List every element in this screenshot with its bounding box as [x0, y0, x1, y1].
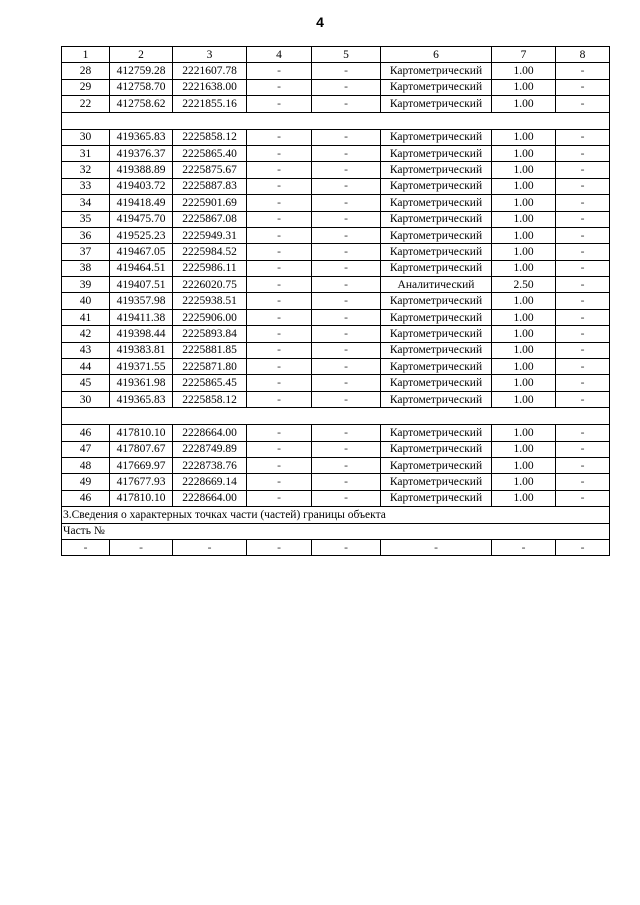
- accuracy-cell: 1.00: [492, 227, 556, 243]
- y-coordinate-cell: 2228664.00: [173, 425, 247, 441]
- column-header-5: 5: [312, 47, 381, 63]
- point-number-cell: 37: [62, 244, 110, 260]
- table-row: [62, 79, 610, 95]
- column-header-7: 7: [492, 47, 556, 63]
- point-number-cell: -: [62, 539, 110, 555]
- y-coordinate-cell: 2225875.67: [173, 162, 247, 178]
- x-coordinate-cell: 419357.98: [110, 293, 173, 309]
- point-number-cell: 29: [62, 79, 110, 95]
- method-cell: Аналитический: [381, 277, 492, 293]
- point-number-cell: 31: [62, 145, 110, 161]
- x-coordinate-cell: 417807.67: [110, 441, 173, 457]
- col-4-cell: -: [247, 359, 312, 375]
- y-coordinate-cell: 2228664.00: [173, 490, 247, 506]
- table-row: [62, 490, 610, 506]
- column-header-2: 2: [110, 47, 173, 63]
- accuracy-cell: 1.00: [492, 457, 556, 473]
- col-4-cell: -: [247, 474, 312, 490]
- col-8-cell: -: [556, 96, 610, 112]
- col-8-cell: -: [556, 178, 610, 194]
- group-separator-row: [62, 112, 610, 129]
- point-number-cell: 30: [62, 129, 110, 145]
- y-coordinate-cell: 2225893.84: [173, 326, 247, 342]
- x-coordinate-cell: 419376.37: [110, 145, 173, 161]
- table-row: [62, 326, 610, 342]
- col-5-cell: -: [312, 129, 381, 145]
- y-coordinate-cell: 2225901.69: [173, 195, 247, 211]
- accuracy-cell: 1.00: [492, 309, 556, 325]
- point-number-cell: 46: [62, 490, 110, 506]
- y-coordinate-cell: 2221638.00: [173, 79, 247, 95]
- col-5-cell: -: [312, 441, 381, 457]
- empty-separator-cell: [62, 408, 610, 425]
- x-coordinate-cell: 419418.49: [110, 195, 173, 211]
- x-coordinate-cell: 412758.70: [110, 79, 173, 95]
- col-5-cell: -: [312, 293, 381, 309]
- point-number-cell: 38: [62, 260, 110, 276]
- accuracy-cell: 1.00: [492, 63, 556, 79]
- accuracy-cell: 1.00: [492, 391, 556, 407]
- method-cell: Картометрический: [381, 211, 492, 227]
- coordinates-table-body: [62, 47, 610, 556]
- x-coordinate-cell: -: [110, 539, 173, 555]
- col-8-cell: -: [556, 195, 610, 211]
- point-number-cell: 34: [62, 195, 110, 211]
- col-4-cell: -: [247, 293, 312, 309]
- table-row: [62, 162, 610, 178]
- col-4-cell: -: [247, 260, 312, 276]
- section-title-row: [62, 507, 610, 523]
- x-coordinate-cell: 419411.38: [110, 309, 173, 325]
- method-cell: Картометрический: [381, 260, 492, 276]
- col-4-cell: -: [247, 211, 312, 227]
- y-coordinate-cell: 2226020.75: [173, 277, 247, 293]
- table-row: [62, 441, 610, 457]
- accuracy-cell: 1.00: [492, 490, 556, 506]
- col-5-cell: -: [312, 539, 381, 555]
- point-number-cell: 40: [62, 293, 110, 309]
- method-cell: Картометрический: [381, 244, 492, 260]
- column-header-1: 1: [62, 47, 110, 63]
- accuracy-cell: 1.00: [492, 293, 556, 309]
- col-5-cell: -: [312, 474, 381, 490]
- method-cell: Картометрический: [381, 178, 492, 194]
- method-cell: Картометрический: [381, 326, 492, 342]
- col-8-cell: -: [556, 474, 610, 490]
- col-4-cell: -: [247, 79, 312, 95]
- accuracy-cell: 1.00: [492, 96, 556, 112]
- y-coordinate-cell: 2221855.16: [173, 96, 247, 112]
- col-5-cell: -: [312, 425, 381, 441]
- x-coordinate-cell: 419388.89: [110, 162, 173, 178]
- method-cell: Картометрический: [381, 63, 492, 79]
- col-4-cell: -: [247, 539, 312, 555]
- part-label-row: [62, 523, 610, 539]
- x-coordinate-cell: 419475.70: [110, 211, 173, 227]
- point-number-cell: 35: [62, 211, 110, 227]
- accuracy-cell: 1.00: [492, 244, 556, 260]
- table-row: [62, 457, 610, 473]
- x-coordinate-cell: 412759.28: [110, 63, 173, 79]
- col-4-cell: -: [247, 178, 312, 194]
- x-coordinate-cell: 419365.83: [110, 129, 173, 145]
- page-number: 4: [316, 14, 324, 30]
- x-coordinate-cell: 419525.23: [110, 227, 173, 243]
- point-number-cell: 48: [62, 457, 110, 473]
- section-title: 3.Сведения о характерных точках части (частей) границы объекта: [62, 507, 610, 523]
- col-8-cell: -: [556, 342, 610, 358]
- column-header-8: 8: [556, 47, 610, 63]
- col-4-cell: -: [247, 326, 312, 342]
- table-row: [62, 375, 610, 391]
- method-cell: -: [381, 539, 492, 555]
- table-row: [62, 474, 610, 490]
- col-5-cell: -: [312, 490, 381, 506]
- col-8-cell: -: [556, 359, 610, 375]
- table-row: [62, 425, 610, 441]
- col-5-cell: -: [312, 211, 381, 227]
- y-coordinate-cell: 2228738.76: [173, 457, 247, 473]
- col-5-cell: -: [312, 63, 381, 79]
- col-4-cell: -: [247, 145, 312, 161]
- point-number-cell: 33: [62, 178, 110, 194]
- table-row: [62, 293, 610, 309]
- y-coordinate-cell: 2225858.12: [173, 391, 247, 407]
- method-cell: Картометрический: [381, 425, 492, 441]
- point-number-cell: 49: [62, 474, 110, 490]
- x-coordinate-cell: 419383.81: [110, 342, 173, 358]
- col-5-cell: -: [312, 79, 381, 95]
- point-number-cell: 45: [62, 375, 110, 391]
- point-number-cell: 39: [62, 277, 110, 293]
- accuracy-cell: 1.00: [492, 359, 556, 375]
- point-number-cell: 41: [62, 309, 110, 325]
- y-coordinate-cell: 2225881.85: [173, 342, 247, 358]
- table-row: [62, 195, 610, 211]
- col-8-cell: -: [556, 441, 610, 457]
- accuracy-cell: 1.00: [492, 129, 556, 145]
- y-coordinate-cell: 2221607.78: [173, 63, 247, 79]
- method-cell: Картометрический: [381, 227, 492, 243]
- x-coordinate-cell: 419403.72: [110, 178, 173, 194]
- col-8-cell: -: [556, 277, 610, 293]
- method-cell: Картометрический: [381, 129, 492, 145]
- accuracy-cell: 1.00: [492, 375, 556, 391]
- method-cell: Картометрический: [381, 79, 492, 95]
- col-8-cell: -: [556, 260, 610, 276]
- y-coordinate-cell: 2228669.14: [173, 474, 247, 490]
- method-cell: Картометрический: [381, 474, 492, 490]
- point-number-cell: 43: [62, 342, 110, 358]
- col-5-cell: -: [312, 195, 381, 211]
- col-5-cell: -: [312, 309, 381, 325]
- col-5-cell: -: [312, 244, 381, 260]
- y-coordinate-cell: 2225865.45: [173, 375, 247, 391]
- accuracy-cell: 1.00: [492, 326, 556, 342]
- x-coordinate-cell: 419371.55: [110, 359, 173, 375]
- col-5-cell: -: [312, 227, 381, 243]
- col-8-cell: -: [556, 391, 610, 407]
- table-header-row: [62, 47, 610, 63]
- col-5-cell: -: [312, 260, 381, 276]
- col-8-cell: -: [556, 539, 610, 555]
- accuracy-cell: 1.00: [492, 260, 556, 276]
- point-number-cell: 42: [62, 326, 110, 342]
- column-header-6: 6: [381, 47, 492, 63]
- accuracy-cell: 1.00: [492, 195, 556, 211]
- col-5-cell: -: [312, 277, 381, 293]
- point-number-cell: 46: [62, 425, 110, 441]
- method-cell: Картометрический: [381, 359, 492, 375]
- method-cell: Картометрический: [381, 457, 492, 473]
- x-coordinate-cell: 419365.83: [110, 391, 173, 407]
- y-coordinate-cell: 2225906.00: [173, 309, 247, 325]
- x-coordinate-cell: 419467.05: [110, 244, 173, 260]
- x-coordinate-cell: 417669.97: [110, 457, 173, 473]
- method-cell: Картометрический: [381, 293, 492, 309]
- col-8-cell: -: [556, 309, 610, 325]
- col-4-cell: -: [247, 375, 312, 391]
- col-5-cell: -: [312, 162, 381, 178]
- y-coordinate-cell: 2225984.52: [173, 244, 247, 260]
- col-8-cell: -: [556, 425, 610, 441]
- col-5-cell: -: [312, 145, 381, 161]
- table-row: [62, 63, 610, 79]
- x-coordinate-cell: 417810.10: [110, 425, 173, 441]
- point-number-cell: 22: [62, 96, 110, 112]
- point-number-cell: 30: [62, 391, 110, 407]
- x-coordinate-cell: 419361.98: [110, 375, 173, 391]
- col-5-cell: -: [312, 342, 381, 358]
- table-row: [62, 227, 610, 243]
- table-row: [62, 359, 610, 375]
- x-coordinate-cell: 412758.62: [110, 96, 173, 112]
- col-8-cell: -: [556, 63, 610, 79]
- col-5-cell: -: [312, 457, 381, 473]
- x-coordinate-cell: 419407.51: [110, 277, 173, 293]
- accuracy-cell: 1.00: [492, 425, 556, 441]
- accuracy-cell: 1.00: [492, 342, 556, 358]
- col-8-cell: -: [556, 490, 610, 506]
- accuracy-cell: 1.00: [492, 474, 556, 490]
- method-cell: Картометрический: [381, 391, 492, 407]
- accuracy-cell: 1.00: [492, 79, 556, 95]
- col-4-cell: -: [247, 342, 312, 358]
- method-cell: Картометрический: [381, 96, 492, 112]
- col-5-cell: -: [312, 391, 381, 407]
- col-5-cell: -: [312, 178, 381, 194]
- point-number-cell: 44: [62, 359, 110, 375]
- part-label: Часть №: [62, 523, 610, 539]
- table-row: [62, 129, 610, 145]
- col-4-cell: -: [247, 244, 312, 260]
- accuracy-cell: 2.50: [492, 277, 556, 293]
- col-8-cell: -: [556, 79, 610, 95]
- col-5-cell: -: [312, 359, 381, 375]
- y-coordinate-cell: 2225986.11: [173, 260, 247, 276]
- point-number-cell: 47: [62, 441, 110, 457]
- coordinates-table: [61, 46, 610, 556]
- method-cell: Картометрический: [381, 375, 492, 391]
- col-8-cell: -: [556, 211, 610, 227]
- table-row: [62, 391, 610, 407]
- accuracy-cell: 1.00: [492, 441, 556, 457]
- column-header-4: 4: [247, 47, 312, 63]
- y-coordinate-cell: 2225938.51: [173, 293, 247, 309]
- point-number-cell: 28: [62, 63, 110, 79]
- method-cell: Картометрический: [381, 162, 492, 178]
- method-cell: Картометрический: [381, 195, 492, 211]
- column-header-3: 3: [173, 47, 247, 63]
- point-number-cell: 36: [62, 227, 110, 243]
- accuracy-cell: 1.00: [492, 211, 556, 227]
- empty-separator-cell: [62, 112, 610, 129]
- method-cell: Картометрический: [381, 309, 492, 325]
- col-4-cell: -: [247, 309, 312, 325]
- x-coordinate-cell: 417810.10: [110, 490, 173, 506]
- method-cell: Картометрический: [381, 145, 492, 161]
- col-8-cell: -: [556, 457, 610, 473]
- col-4-cell: -: [247, 162, 312, 178]
- col-8-cell: -: [556, 244, 610, 260]
- col-8-cell: -: [556, 129, 610, 145]
- accuracy-cell: 1.00: [492, 178, 556, 194]
- x-coordinate-cell: 419398.44: [110, 326, 173, 342]
- table-row: [62, 211, 610, 227]
- col-8-cell: -: [556, 293, 610, 309]
- group-separator-row: [62, 408, 610, 425]
- y-coordinate-cell: 2225887.83: [173, 178, 247, 194]
- col-8-cell: -: [556, 326, 610, 342]
- accuracy-cell: -: [492, 539, 556, 555]
- method-cell: Картометрический: [381, 441, 492, 457]
- col-8-cell: -: [556, 227, 610, 243]
- table-row: [62, 96, 610, 112]
- col-5-cell: -: [312, 375, 381, 391]
- col-4-cell: -: [247, 391, 312, 407]
- y-coordinate-cell: -: [173, 539, 247, 555]
- table-row: [62, 309, 610, 325]
- col-4-cell: -: [247, 96, 312, 112]
- col-4-cell: -: [247, 129, 312, 145]
- table-row: [62, 277, 610, 293]
- col-8-cell: -: [556, 145, 610, 161]
- table-row: [62, 539, 610, 555]
- accuracy-cell: 1.00: [492, 145, 556, 161]
- col-5-cell: -: [312, 326, 381, 342]
- method-cell: Картометрический: [381, 490, 492, 506]
- x-coordinate-cell: 417677.93: [110, 474, 173, 490]
- accuracy-cell: 1.00: [492, 162, 556, 178]
- col-8-cell: -: [556, 375, 610, 391]
- col-5-cell: -: [312, 96, 381, 112]
- table-row: [62, 145, 610, 161]
- y-coordinate-cell: 2225865.40: [173, 145, 247, 161]
- col-4-cell: -: [247, 425, 312, 441]
- method-cell: Картометрический: [381, 342, 492, 358]
- col-4-cell: -: [247, 441, 312, 457]
- x-coordinate-cell: 419464.51: [110, 260, 173, 276]
- col-4-cell: -: [247, 195, 312, 211]
- point-number-cell: 32: [62, 162, 110, 178]
- y-coordinate-cell: 2225871.80: [173, 359, 247, 375]
- table-row: [62, 342, 610, 358]
- y-coordinate-cell: 2228749.89: [173, 441, 247, 457]
- col-4-cell: -: [247, 227, 312, 243]
- table-row: [62, 260, 610, 276]
- col-4-cell: -: [247, 63, 312, 79]
- col-4-cell: -: [247, 277, 312, 293]
- y-coordinate-cell: 2225949.31: [173, 227, 247, 243]
- y-coordinate-cell: 2225858.12: [173, 129, 247, 145]
- y-coordinate-cell: 2225867.08: [173, 211, 247, 227]
- col-8-cell: -: [556, 162, 610, 178]
- table-row: [62, 244, 610, 260]
- col-4-cell: -: [247, 490, 312, 506]
- table-row: [62, 178, 610, 194]
- col-4-cell: -: [247, 457, 312, 473]
